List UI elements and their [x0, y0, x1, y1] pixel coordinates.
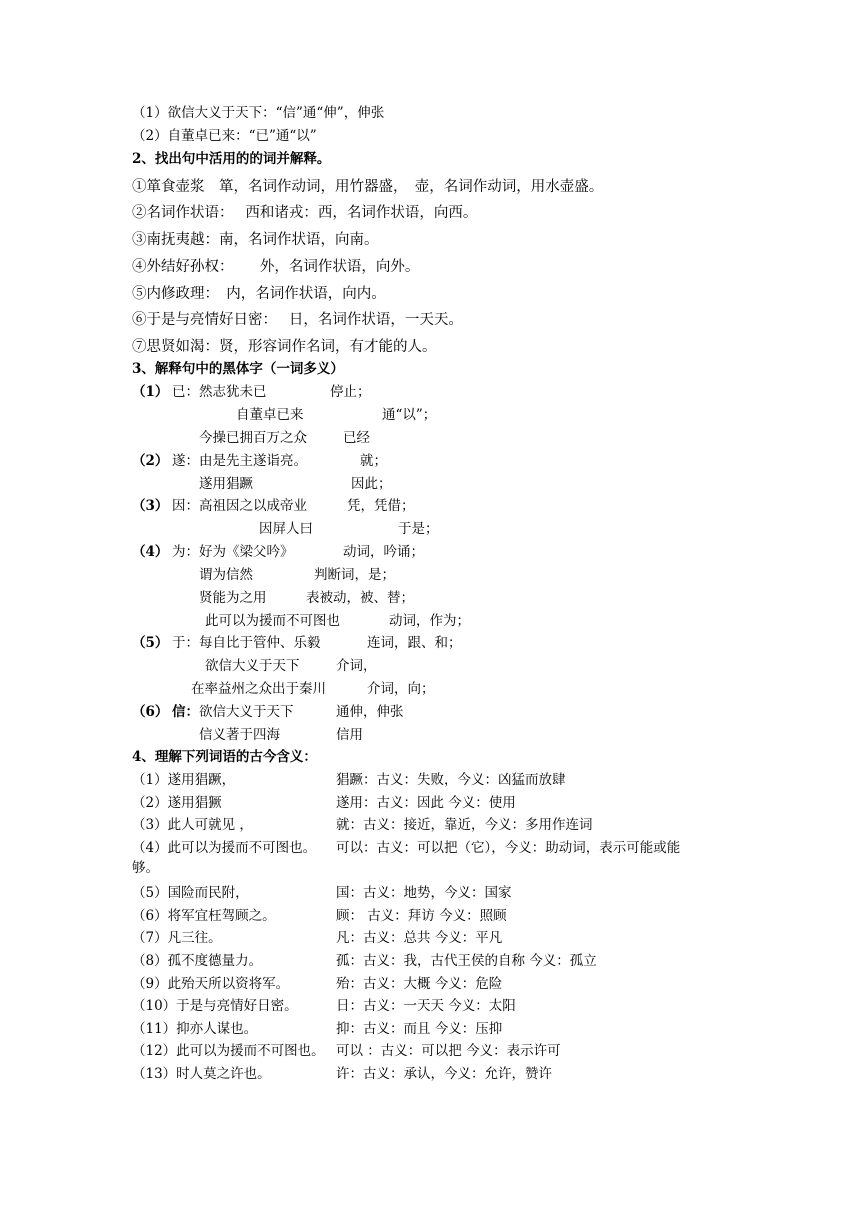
huoyong-item-3: ③南抚夷越：南，名词作状语，向南。 [132, 232, 379, 248]
g4-sentence-b: 谓为信然 [199, 567, 253, 583]
g2-sentence-b: 遂用猖蹶 [199, 476, 253, 492]
gujin-row-4-meaning: 可以：古义：可以把（它），今义：助动词，表示可能或能 [336, 840, 681, 856]
g4-sentence-a: 为：好为《梁父吟》 [172, 544, 294, 560]
gujin-row-10-sentence: （10）于是与亮情好日密。 [132, 998, 298, 1014]
gujin-row-9-meaning: 殆：古义：大概 今义：危险 [336, 976, 503, 992]
g1-meaning-c: 已经 [343, 430, 370, 446]
g6-sentence-b: 信义著于四海 [199, 727, 280, 743]
g1-sentence-c: 今操已拥百万之众 [199, 430, 307, 446]
g4-meaning-a: 动词，吟诵； [343, 544, 424, 560]
gujin-row-1-meaning: 猖蹶：古义：失败，今义：凶猛而放肆 [336, 772, 566, 788]
gujin-row-9-sentence: （9）此殆天所以资将军。 [132, 976, 290, 992]
g3-meaning-b: 于是； [398, 521, 439, 537]
g5-sentence-c: 在率益州之众出于秦川 [191, 681, 326, 697]
g4-sentence-c: 贤能为之用 [199, 590, 267, 606]
gujin-row-3-sentence: （3）此人可就见 ， [132, 817, 253, 833]
g4-meaning-d: 动词，作为； [389, 613, 470, 629]
g1-meaning-b: 通“以”； [382, 407, 437, 423]
gujin-row-10-meaning: 日：古义：一天天 今义：太阳 [336, 998, 516, 1014]
gujin-row-12-meaning: 可以 ：古义：可以把 今义：表示许可 [336, 1043, 561, 1059]
gujin-row-8-sentence: （8）孤不度德量力。 [132, 953, 263, 969]
gujin-row-2-meaning: 遂用：古义：因此 今义：使用 [336, 795, 516, 811]
gujin-row-6-meaning: 顾： 古义：拜访 今义：照顾 [336, 908, 507, 924]
gujin-row-13-sentence: （13）时人莫之许也。 [132, 1066, 271, 1082]
g1-meaning-a: 停止； [330, 384, 371, 400]
group-3-number: （3） [132, 498, 169, 514]
g4-sentence-d: 此可以为援而不可图也 [205, 613, 340, 629]
g4-meaning-c: 表被动，被、替； [306, 590, 414, 606]
g3-meaning-a: 凭，凭借； [347, 498, 415, 514]
group-6-number: （6） [132, 704, 169, 720]
g5-meaning-c: 介词，向； [367, 681, 435, 697]
gujin-row-4-sentence: （4）此可以为援而不可图也。 [132, 840, 317, 856]
tongjia-line-1: （1）欲信大义于天下：“信”通“伸”，伸张 [132, 105, 385, 121]
gujin-row-4-wrap: 够。 [132, 860, 159, 876]
gujin-row-11-sentence: （11）抑亦人谋也。 [132, 1021, 258, 1037]
group-4-number: （4） [132, 544, 169, 560]
g3-sentence-a: 因：高祖因之以成帝业 [172, 498, 307, 514]
g5-meaning-b: 介词， [336, 658, 377, 674]
huoyong-item-6: ⑥于是与亮情好日密： 日，名词作状语，一天天。 [132, 312, 463, 328]
gujin-row-8-meaning: 孤：古义：我，古代王侯的自称 今义：孤立 [336, 953, 597, 969]
gujin-row-11-meaning: 抑：古义：而且 今义：压抑 [336, 1021, 503, 1037]
g6-sentence-a: 欲信大义于天下 [199, 704, 294, 720]
g5-sentence-a: 于：每自比于管仲、乐毅 [172, 635, 321, 651]
gujin-row-5-sentence: （5）国险而民附， [132, 885, 249, 901]
g5-meaning-a: 连词，跟、和； [367, 635, 462, 651]
g2-sentence-a: 遂：由是先主遂诣亮。 [172, 453, 307, 469]
gujin-row-6-sentence: （6）将军宜枉驾顾之。 [132, 908, 276, 924]
group-1-number: （1） [132, 384, 169, 400]
g5-sentence-b: 欲信大义于天下 [205, 658, 300, 674]
g6-meaning-a: 通伸，伸张 [336, 704, 404, 720]
g1-sentence-b: 自董卓已来 [236, 407, 304, 423]
group-5-number: （5） [132, 635, 169, 651]
g1-sentence-a: 已：然志犹未已 [172, 384, 267, 400]
gujin-row-1-sentence: （1）遂用猖蹶， [132, 772, 236, 788]
g2-meaning-a: 就； [360, 453, 387, 469]
gujin-row-7-meaning: 凡：古义：总共 今义：平凡 [336, 930, 503, 946]
g6-headword: 信： [172, 704, 199, 720]
gujin-row-5-meaning: 国：古义：地势，今义：国家 [336, 885, 512, 901]
g3-sentence-b: 因屏人曰 [259, 521, 313, 537]
gujin-row-3-meaning: 就：古义：接近，靠近，今义：多用作连词 [336, 817, 593, 833]
huoyong-item-4: ④外结好孙权： 外，名词作状语，向外。 [132, 259, 420, 275]
tongjia-line-2: （2）自董卓已来：“已”通“以” [132, 128, 317, 144]
huoyong-item-5: ⑤内修政理： 内，名词作状语，向内。 [132, 286, 386, 302]
gujin-row-12-sentence: （12）此可以为援而不可图也。 [132, 1043, 325, 1059]
huoyong-item-2: ②名词作状语： 西和诸戎：西，名词作状语，向西。 [132, 205, 478, 221]
section-4-heading: 4、理解下列词语的古今含义： [132, 749, 317, 765]
section-3-heading: 3、解释句中的黑体字（一词多义） [132, 361, 344, 377]
g4-meaning-b: 判断词，是； [314, 567, 395, 583]
g6-meaning-b: 信用 [336, 727, 363, 743]
huoyong-item-7: ⑦思贤如渴：贤，形容词作名词，有才能的人。 [132, 339, 437, 355]
huoyong-item-1: ①箪食壶浆 箪，名词作动词，用竹器盛， 壶，名词作动词，用水壶盛。 [132, 179, 604, 195]
gujin-row-7-sentence: （7）凡三往。 [132, 930, 222, 946]
gujin-row-13-meaning: 许：古义：承认，今义：允许，赞许 [336, 1066, 552, 1082]
g2-meaning-b: 因此； [351, 476, 392, 492]
gujin-row-2-sentence: （2）遂用猖獗 [132, 795, 222, 811]
group-2-number: （2） [132, 453, 169, 469]
section-2-heading: 2、找出句中活用的的词并解释。 [132, 151, 331, 167]
